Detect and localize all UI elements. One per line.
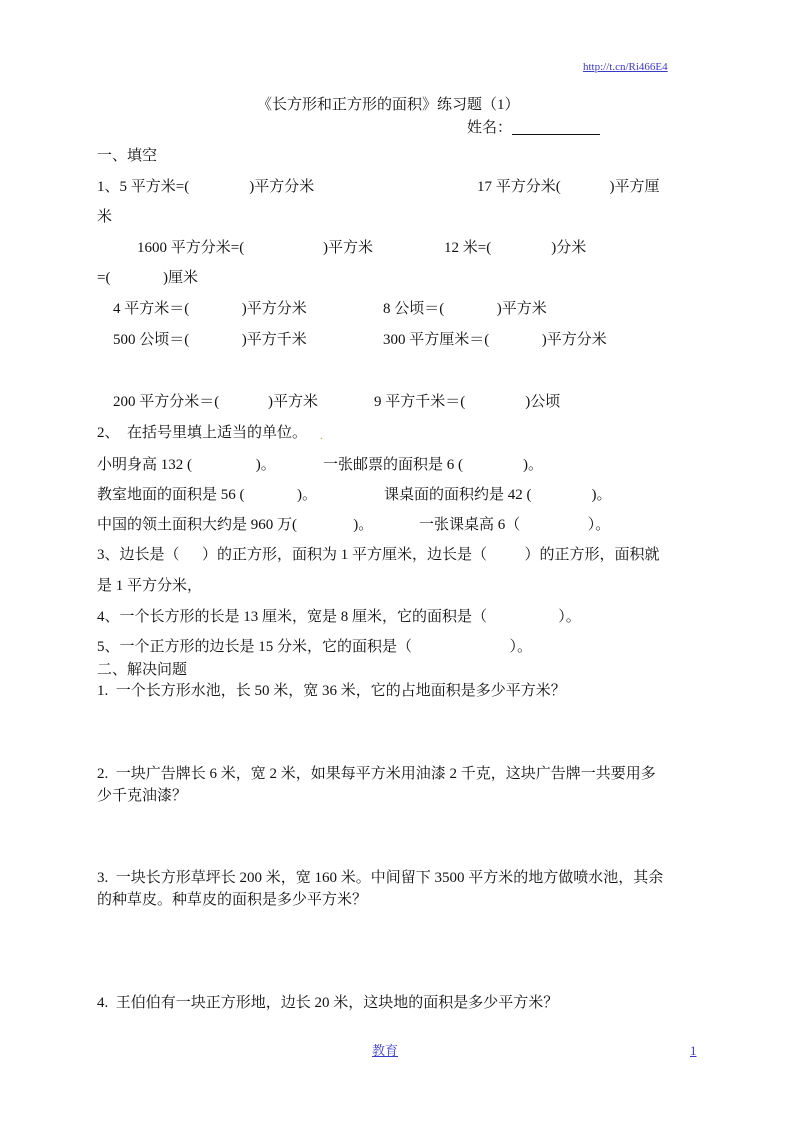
q1-line2a: 1600 平方分米=( )平方米 — [137, 240, 373, 256]
problem-3-line2: 的种草皮。种草皮的面积是多少平方米？ — [97, 892, 368, 908]
problem-2-line1: 2. 一块广告牌长 6 米，宽 2 米，如果每平方米用油漆 2 千克，这块广告牌一共要用多 — [97, 766, 656, 782]
q1-line5b: 300 平方厘米＝( )平方分米 — [383, 332, 607, 348]
q2-r2a: 教室地面的面积是 56 ( )。 — [97, 487, 317, 503]
q1-line6a: 200 平方分米＝( )平方米 — [113, 394, 318, 410]
q2-r1a: 小明身高 132 ( )。 — [97, 457, 276, 473]
q2-r3b: 一张课桌高 6（ ）。 — [419, 517, 611, 533]
section2-heading: 二、解决问题 — [97, 662, 188, 678]
problem-4: 4. 王伯伯有一块正方形地，边长 20 米，这块地的面积是多少平方米？ — [97, 995, 559, 1011]
q1-line1a: 1、5 平方米=( )平方分米 — [97, 179, 315, 195]
page-number: 1 — [690, 1043, 697, 1058]
problem-1: 1. 一个长方形水池，长 50 米，宽 36 米，它的占地面积是多少平方米？ — [97, 683, 566, 699]
section1-heading: 一、填空 — [97, 148, 158, 164]
problem-2-line2: 少千克油漆？ — [97, 788, 188, 804]
problem-3-line1: 3. 一块长方形草坪长 200 米，宽 160 米。中间留下 3500 平方米的地方做喷水池，其余 — [97, 870, 664, 886]
header-url-link[interactable]: http://t.cn/Ri466E4 — [583, 61, 668, 73]
q2-r3a: 中国的领土面积大约是 960 万( )。 — [97, 517, 374, 533]
q1-line5a: 500 公顷＝( )平方千米 — [113, 332, 307, 348]
q5: 5、一个正方形的边长是 15 分米，它的面积是（ ）。 — [97, 639, 533, 655]
page-title: 《长方形和正方形的面积》练习题（1） — [257, 97, 520, 113]
name-blank-line[interactable] — [512, 134, 600, 135]
q1-line2b: 12 米=( )分米 — [444, 240, 587, 256]
q2-r2b: 课桌面的面积约是 42 ( )。 — [384, 487, 612, 503]
q2-heading: 2、 在括号里填上适当的单位。 — [97, 425, 308, 441]
q3-line1: 3、边长是（ ）的正方形，面积为 1 平方厘米，边长是（ ）的正方形，面积就 — [97, 547, 660, 563]
q1-line1b: 17 平方分米( )平方厘 — [477, 179, 660, 195]
q2-dot: . — [320, 428, 323, 442]
q1-line1c: 米 — [97, 209, 113, 225]
q1-line3: =( )厘米 — [97, 270, 198, 286]
q1-line6b: 9 平方千米＝( )公顷 — [374, 394, 561, 410]
q4: 4、一个长方形的长是 13 厘米，宽是 8 厘米，它的面积是（ ）。 — [97, 609, 581, 625]
footer-link[interactable]: 教育 — [372, 1043, 399, 1058]
name-label: 姓名： — [467, 120, 513, 136]
q3-line2: 是 1 平方分米， — [97, 578, 203, 594]
q1-line4a: 4 平方米＝( )平方分米 — [113, 301, 307, 317]
q1-line4b: 8 公顷＝( )平方米 — [383, 301, 547, 317]
q2-r1b: 一张邮票的面积是 6 ( )。 — [323, 457, 543, 473]
